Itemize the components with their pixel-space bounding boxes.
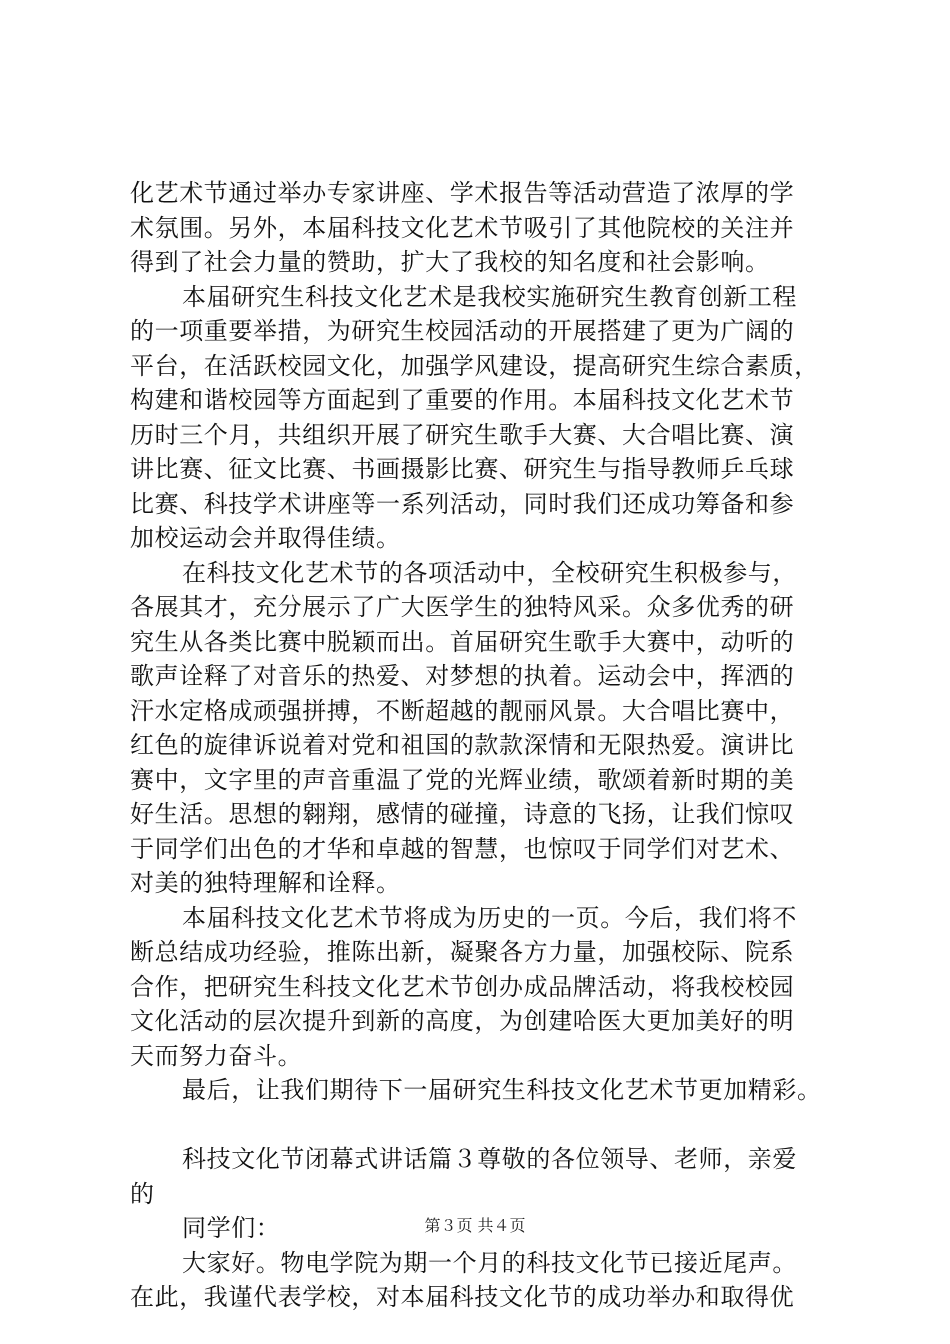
text-line: 得到了社会力量的赞助，扩大了我校的知名度和社会影响。 (130, 248, 770, 276)
text-line: 文化活动的层次提升到新的高度，为创建哈医大更加美好的明 (130, 1007, 795, 1035)
text-line: 平台，在活跃校园文化，加强学风建设，提高研究生综合素质， (130, 351, 819, 380)
body-text (130, 176, 830, 1315)
text-line: 化艺术节通过举办专家讲座、学术报告等活动营造了浓厚的学 (130, 179, 795, 207)
text-line: 的 (130, 1179, 155, 1208)
text-line: 天而努力奋斗。 (130, 1041, 303, 1070)
text-line: 汗水定格成顽强拼搏，不断超越的靓丽风景。大合唱比赛中， (130, 696, 795, 725)
paragraph-start-line: 本届科技文化艺术节将成为历史的一页。今后，我们将不 (182, 903, 797, 932)
paragraph-start-line: 在科技文化艺术节的各项活动中，全校研究生积极参与， (182, 558, 797, 587)
text-line: 加校运动会并取得佳绩。 (130, 524, 401, 552)
text-line: 于同学们出色的才华和卓越的智慧，也惊叹于同学们对艺术、 (130, 834, 795, 863)
text-line: 断总结成功经验，推陈出新，凝聚各方力量，加强校际、院系 (130, 938, 795, 966)
text-line: 歌声诠释了对音乐的热爱、对梦想的执着。运动会中，挥洒的 (130, 662, 795, 690)
blank-line (130, 1108, 830, 1143)
text-line: 红色的旋律诉说着对党和祖国的款款深情和无限热爱。演讲比 (130, 731, 795, 759)
text-line: 究生从各类比赛中脱颖而出。首届研究生歌手大赛中，动听的 (130, 627, 795, 656)
text-line: 讲比赛、征文比赛、书画摄影比赛、研究生与指导教师乒乓球 (130, 455, 795, 483)
text-line: 合作，把研究生科技文化艺术节创办成品牌活动，将我校校园 (130, 972, 795, 1001)
text-line: 的一项重要举措，为研究生校园活动的开展搭建了更为广阔的 (130, 317, 795, 345)
text-line: 各展其才，充分展示了广大医学生的独特风采。众多优秀的研 (130, 593, 795, 621)
paragraph-start-line: 本届研究生科技文化艺术是我校实施研究生教育创新工程 (182, 282, 797, 311)
text-line: 比赛、科技学术讲座等一系列活动，同时我们还成功筹备和参 (130, 489, 795, 518)
salutation-line: 同学们： (182, 1214, 281, 1242)
text-line: 历时三个月，共组织开展了研究生歌手大赛、大合唱比赛、演 (130, 420, 795, 449)
paragraph-start-line: 最后，让我们期待下一届研究生科技文化艺术节更加精彩。 (182, 1076, 822, 1104)
text-line: 好生活。思想的翱翔，感情的碰撞，诗意的飞扬，让我们惊叹 (130, 800, 795, 828)
text-line: 赛中，文字里的声音重温了党的光辉业绩，歌颂着新时期的美 (130, 765, 795, 794)
text-line: 术氛围。另外，本届科技文化艺术节吸引了其他院校的关注并 (130, 213, 795, 242)
text-line: 在此，我谨代表学校，对本届科技文化节的成功举办和取得优 (130, 1283, 795, 1311)
page-footer: 第３页 共４页 (424, 1216, 526, 1235)
text-line: 构建和谐校园等方面起到了重要的作用。本届科技文化艺术节 (130, 386, 795, 414)
paragraph-start-line: 大家好。物电学院为期一个月的科技文化节已接近尾声。 (182, 1248, 797, 1277)
text-line: 对美的独特理解和诠释。 (130, 869, 401, 897)
section-heading-line: 科技文化节闭幕式讲话篇３尊敬的各位领导、老师，亲爱 (182, 1145, 797, 1173)
